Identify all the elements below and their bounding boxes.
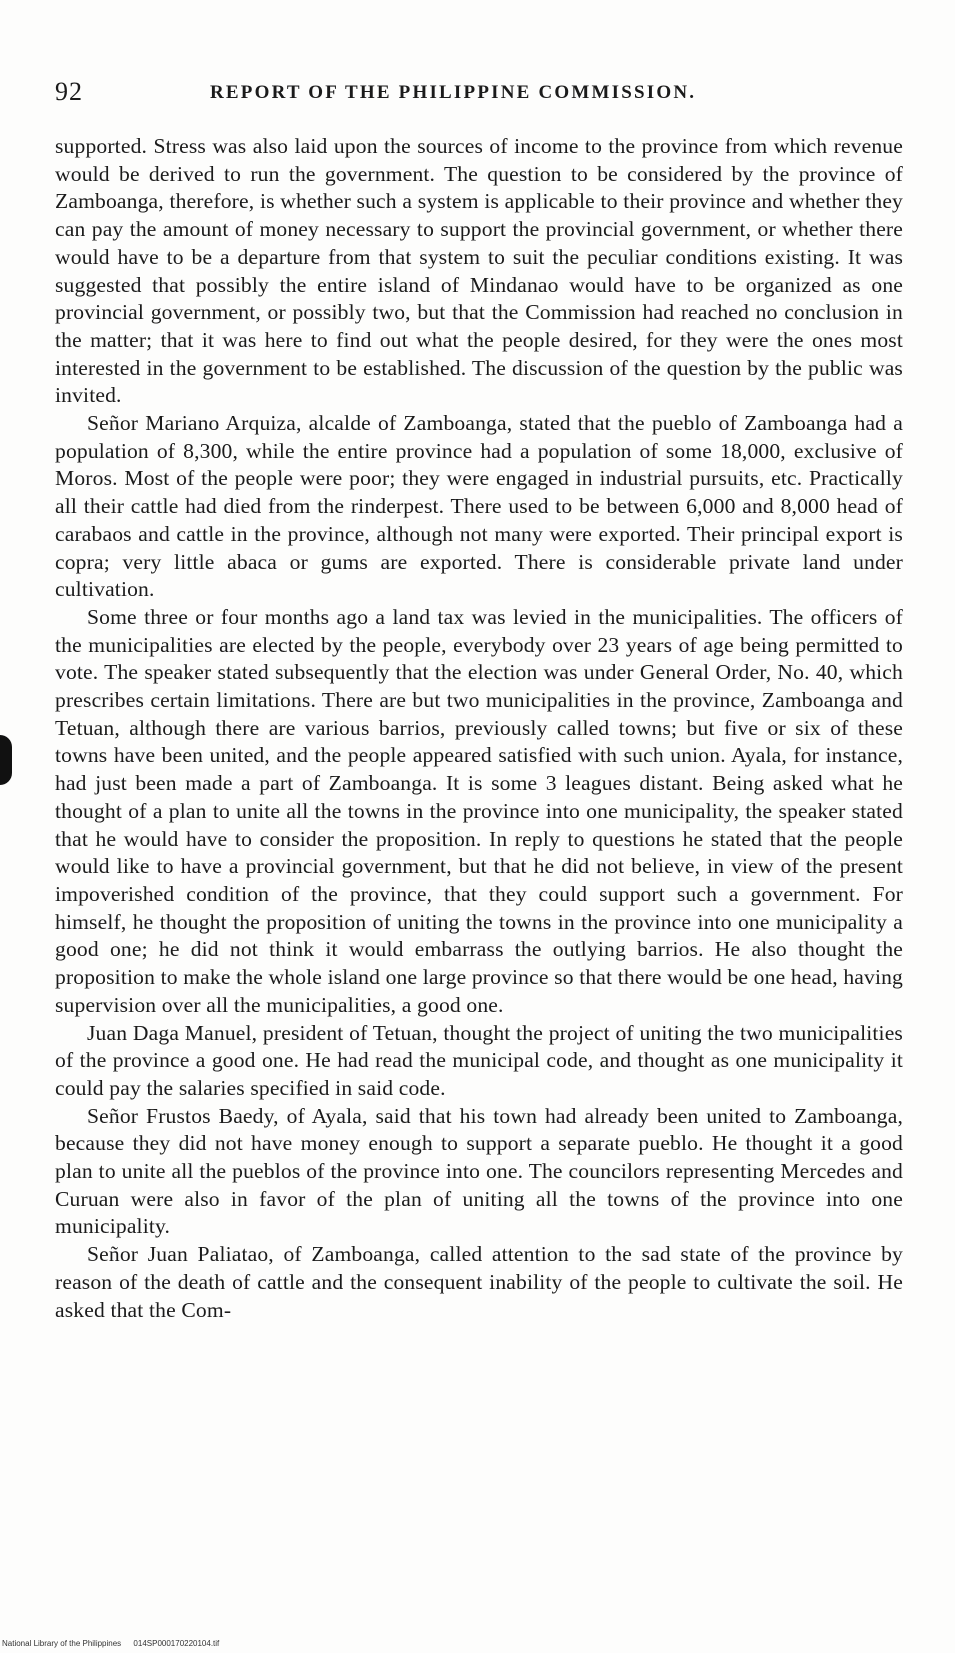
paragraph-arquiza: Señor Mariano Arquiza, alcalde of Zamboanga, stated that the pueblo of Zamboanga had a population of 8,300, while the entire province had a population of some 18,000, exclusive of Moros. Most of the people were poor; they were engaged in industrial pursuits, etc. Practically all their cattle had died from the rinderpest. There used to be between 6,000 and 8,000 head of carabaos and cattle in the province, although not many were exported. Their principal export is copra; very little abaca or gums are exported. There is considerable private land under cultivation. <box>55 411 903 602</box>
paragraph-manuel: Juan Daga Manuel, president of Tetuan, thought the project of uniting the two municipalities of the province a good one. He had read the municipal code, and thought as one municipality it could pay the salaries specified in said code. <box>55 1020 903 1100</box>
footer-identifier: 014SP000170220104.tif <box>133 1639 220 1648</box>
binding-shadow <box>0 735 12 785</box>
footer-library: National Library of the Philippines <box>2 1639 122 1648</box>
running-title: REPORT OF THE PHILIPPINE COMMISSION. <box>210 82 697 103</box>
paragraph-continued: supported. Stress was also laid upon the sources of income to the province from which revenue would be derived to run the government. The question to be considered by the province of Zamboanga, therefore, is whether such a system is applicable to their province and whether they can pay the amount of money necessary to support the provincial government, or whether there would have to be a departure from that system to suit the peculiar conditions existing. It was suggested that possibly the entire island of Mindanao would have to be organized as one provincial government, or possibly two, but that the Commission had reached no conclusion in the matter; that it was here to find out what the people desired, for they were the ones most interested in the government to be established. The discussion of the question by the public was invited. <box>55 134 903 408</box>
page-number: 92 <box>55 77 83 106</box>
scan-footer <box>2 1639 219 1649</box>
paragraph-paliatao: Señor Juan Paliatao, of Zamboanga, called attention to the sad state of the province by reason of the death of cattle and the consequent inability of the people to cultivate the soil. He asked that the Com- <box>55 1242 903 1322</box>
paragraph-land-tax: Some three or four months ago a land tax was levied in the municipalities. The officers of the municipalities are elected by the people, everybody over 23 years of age being permitted to vote. The speaker stated subsequently that the election was under General Order, No. 40, which prescribes certain limitations. There are but two municipalities in the province, Zamboanga and Tetuan, although there are various barrios, previously called towns; but five or six of these towns have been united, and the people appeared satisfied with such union. Ayala, for instance, had just been made a part of Zamboanga. It is some 3 leagues distant. Being asked what he thought of a plan to unite all the towns in the province into one municipality, the speaker stated that he would have to consider the proposition. In reply to questions he stated that the people would like to have a provincial government, but that he did not believe, in view of the present impoverished condition of the province, that they could support such a government. For himself, he thought the proposition of uniting the towns in the province into one municipality a good one; he did not think it would embarrass the outlying barrios. He also thought the proposition to make the whole island one large province so that there would be one head, having supervision over all the municipalities, a good one. <box>55 604 903 1017</box>
paragraph-baedy: Señor Frustos Baedy, of Ayala, said that his town had already been united to Zamboanga, because they did not have money enough to support a separate pueblo. He thought it a good plan to unite all the pueblos of the province into one. The councilors representing Mercedes and Curuan were also in favor of the plan of uniting all the towns of the province into one municipality. <box>55 1103 903 1239</box>
page-header <box>55 76 905 108</box>
body-text <box>55 133 903 1324</box>
